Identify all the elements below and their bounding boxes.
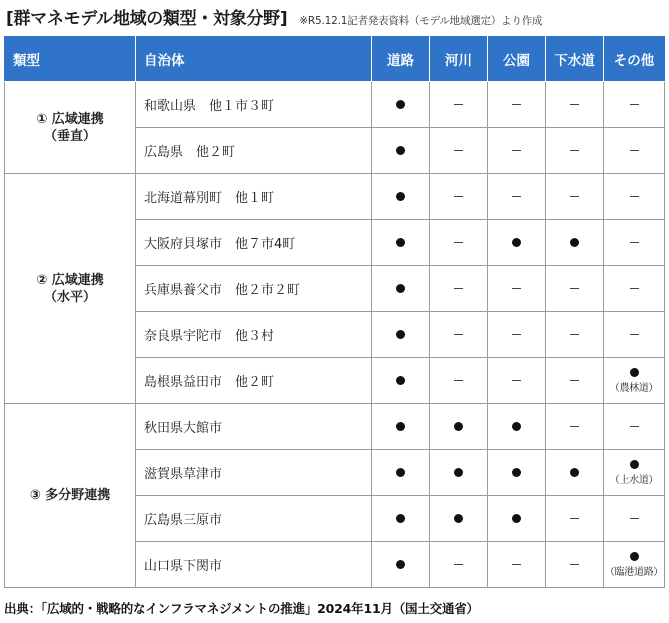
mark-stack (430, 150, 487, 151)
municipality-cell: 滋賀県草津市 (136, 450, 372, 496)
mark-stack (430, 196, 487, 197)
mark-stack (488, 196, 545, 197)
mark-cell-park (488, 496, 546, 542)
filled-circle-icon (454, 422, 463, 431)
municipality-cell: 兵庫県養父市 他２市２町 (136, 266, 372, 312)
mark-stack (604, 552, 664, 578)
dash-icon (454, 242, 463, 243)
mark-stack (546, 150, 603, 151)
mark-stack (430, 422, 487, 431)
dash-icon (630, 242, 639, 243)
mark-cell-sewerage (546, 128, 604, 174)
other-note: （農林道） (609, 382, 659, 394)
mark-stack (604, 518, 664, 519)
mark-cell-park (488, 266, 546, 312)
dash-icon (630, 150, 639, 151)
column-header-road: 道路 (372, 37, 430, 82)
mark-stack (488, 564, 545, 565)
dash-icon (512, 334, 521, 335)
type-label: ③ 多分野連携 (29, 488, 111, 503)
dash-icon (570, 564, 579, 565)
mark-stack (372, 238, 429, 247)
table-row (5, 174, 665, 220)
mark-stack (488, 514, 545, 523)
dash-icon (630, 288, 639, 289)
mark-cell-sewerage (546, 220, 604, 266)
mark-cell-other (604, 128, 665, 174)
type-label: ② 広域連携 (36, 272, 104, 288)
filled-circle-icon (396, 100, 405, 109)
mark-cell-park (488, 542, 546, 588)
municipality-cell: 秋田県大館市 (136, 404, 372, 450)
municipality-cell: 島根県益田市 他２町 (136, 358, 372, 404)
dash-icon (570, 426, 579, 427)
mark-stack (546, 238, 603, 247)
dash-icon (570, 380, 579, 381)
mark-cell-park (488, 174, 546, 220)
mark-cell-other (604, 358, 665, 404)
filled-circle-icon (396, 514, 405, 523)
mark-stack (488, 150, 545, 151)
mark-stack (430, 242, 487, 243)
mark-stack (430, 564, 487, 565)
mark-cell-sewerage (546, 82, 604, 128)
mark-stack (372, 330, 429, 339)
column-header-park: 公園 (488, 37, 546, 82)
mark-cell-other (604, 312, 665, 358)
mark-stack (604, 426, 664, 427)
dash-icon (512, 564, 521, 565)
mark-cell-river (430, 542, 488, 588)
dash-icon (454, 150, 463, 151)
mark-cell-park (488, 312, 546, 358)
mark-cell-road (372, 128, 430, 174)
dash-icon (512, 380, 521, 381)
type-sublabel: （水平） (43, 289, 96, 305)
mark-stack (372, 514, 429, 523)
filled-circle-icon (396, 330, 405, 339)
municipality-cell: 大阪府貝塚市 他７市4町 (136, 220, 372, 266)
mark-cell-road (372, 266, 430, 312)
mark-cell-sewerage (546, 496, 604, 542)
mark-cell-road (372, 404, 430, 450)
dash-icon (454, 104, 463, 105)
mark-stack (372, 284, 429, 293)
mark-cell-road (372, 220, 430, 266)
dash-icon (454, 334, 463, 335)
mark-stack (604, 334, 664, 335)
filled-circle-icon (396, 284, 405, 293)
mark-stack (604, 288, 664, 289)
type-sublabel: （垂直） (43, 128, 96, 144)
mark-cell-other (604, 542, 665, 588)
table-body (5, 82, 665, 588)
filled-circle-icon (396, 422, 405, 431)
mark-stack (604, 368, 664, 394)
type-cell (5, 174, 136, 404)
mark-cell-park (488, 220, 546, 266)
mark-stack (372, 376, 429, 385)
dash-icon (570, 334, 579, 335)
mark-stack (430, 380, 487, 381)
mark-cell-other (604, 174, 665, 220)
filled-circle-icon (630, 368, 639, 377)
filled-circle-icon (396, 376, 405, 385)
column-header-other: その他 (604, 37, 665, 82)
mark-cell-sewerage (546, 358, 604, 404)
mark-stack (546, 288, 603, 289)
mark-stack (488, 238, 545, 247)
mark-stack (430, 288, 487, 289)
mark-stack (430, 468, 487, 477)
mark-cell-river (430, 266, 488, 312)
municipality-cell: 広島県 他２町 (136, 128, 372, 174)
mark-cell-sewerage (546, 542, 604, 588)
mark-cell-river (430, 128, 488, 174)
table-header (5, 37, 665, 82)
dash-icon (630, 104, 639, 105)
mark-stack (430, 514, 487, 523)
mark-cell-park (488, 450, 546, 496)
filled-circle-icon (396, 238, 405, 247)
mark-stack (488, 380, 545, 381)
mark-stack (546, 468, 603, 477)
mark-cell-other (604, 496, 665, 542)
municipality-cell: 奈良県宇陀市 他３村 (136, 312, 372, 358)
mark-cell-sewerage (546, 312, 604, 358)
mark-cell-road (372, 312, 430, 358)
mark-stack (546, 104, 603, 105)
mark-stack (372, 468, 429, 477)
mark-cell-road (372, 450, 430, 496)
mark-cell-road (372, 496, 430, 542)
dash-icon (570, 518, 579, 519)
type-label: ① 広域連携 (36, 111, 104, 127)
filled-circle-icon (512, 468, 521, 477)
municipality-cell: 和歌山県 他１市３町 (136, 82, 372, 128)
mark-stack (604, 196, 664, 197)
mark-cell-sewerage (546, 174, 604, 220)
mark-stack (488, 468, 545, 477)
mark-cell-park (488, 404, 546, 450)
table-row (5, 404, 665, 450)
table-row (5, 82, 665, 128)
dash-icon (512, 196, 521, 197)
mark-stack (372, 192, 429, 201)
column-header-sewerage: 下水道 (546, 37, 604, 82)
mark-cell-river (430, 174, 488, 220)
filled-circle-icon (512, 514, 521, 523)
column-header-municipality: 自治体 (136, 37, 372, 82)
mark-stack (546, 196, 603, 197)
filled-circle-icon (570, 238, 579, 247)
mark-cell-river (430, 358, 488, 404)
filled-circle-icon (396, 146, 405, 155)
other-note: （臨港道路） (604, 566, 664, 578)
filled-circle-icon (396, 468, 405, 477)
dash-icon (570, 150, 579, 151)
mark-stack (546, 334, 603, 335)
filled-circle-icon (454, 514, 463, 523)
mark-cell-other (604, 450, 665, 496)
mark-cell-other (604, 266, 665, 312)
mark-cell-sewerage (546, 404, 604, 450)
source-citation: 出典：「広域的・戦略的なインフラマネジメントの推進」2024年11月（国土交通省） (4, 601, 479, 616)
municipality-cell: 山口県下関市 (136, 542, 372, 588)
page-header (6, 4, 542, 32)
other-note: （上水道） (609, 474, 659, 486)
mark-stack (488, 104, 545, 105)
dash-icon (630, 196, 639, 197)
mark-stack (604, 150, 664, 151)
dash-icon (454, 564, 463, 565)
mark-cell-park (488, 82, 546, 128)
mark-stack (488, 334, 545, 335)
dash-icon (454, 380, 463, 381)
header-row (5, 37, 665, 82)
dash-icon (570, 288, 579, 289)
dash-icon (630, 426, 639, 427)
mark-cell-other (604, 82, 665, 128)
mark-stack (546, 564, 603, 565)
mark-stack (546, 518, 603, 519)
filled-circle-icon (454, 468, 463, 477)
mark-stack (372, 100, 429, 109)
mark-cell-road (372, 174, 430, 220)
mark-cell-road (372, 358, 430, 404)
mark-stack (488, 288, 545, 289)
mark-cell-road (372, 542, 430, 588)
mark-cell-other (604, 220, 665, 266)
dash-icon (570, 104, 579, 105)
column-header-type: 類型 (5, 37, 136, 82)
municipality-cell: 広島県三原市 (136, 496, 372, 542)
filled-circle-icon (396, 560, 405, 569)
mark-stack (430, 104, 487, 105)
mark-stack (546, 380, 603, 381)
filled-circle-icon (570, 468, 579, 477)
type-cell (5, 404, 136, 588)
dash-icon (630, 518, 639, 519)
mark-cell-river (430, 450, 488, 496)
model-region-table (4, 36, 665, 588)
mark-stack (372, 422, 429, 431)
mark-stack (488, 422, 545, 431)
mark-stack (372, 146, 429, 155)
source-note: ※R5.12.1記者発表資料（モデル地域選定）より作成 (299, 15, 543, 27)
mark-cell-river (430, 220, 488, 266)
type-cell (5, 82, 136, 174)
dash-icon (512, 150, 521, 151)
filled-circle-icon (630, 552, 639, 561)
mark-cell-park (488, 358, 546, 404)
mark-stack (372, 560, 429, 569)
mark-cell-sewerage (546, 266, 604, 312)
mark-cell-river (430, 82, 488, 128)
dash-icon (454, 196, 463, 197)
dash-icon (454, 288, 463, 289)
dash-icon (570, 196, 579, 197)
mark-cell-other (604, 404, 665, 450)
column-header-river: 河川 (430, 37, 488, 82)
filled-circle-icon (396, 192, 405, 201)
dash-icon (512, 104, 521, 105)
filled-circle-icon (630, 460, 639, 469)
municipality-cell: 北海道幕別町 他１町 (136, 174, 372, 220)
mark-stack (546, 426, 603, 427)
filled-circle-icon (512, 238, 521, 247)
filled-circle-icon (512, 422, 521, 431)
mark-cell-road (372, 82, 430, 128)
mark-stack (430, 334, 487, 335)
dash-icon (630, 334, 639, 335)
mark-stack (604, 460, 664, 486)
mark-stack (604, 242, 664, 243)
mark-cell-river (430, 496, 488, 542)
mark-cell-sewerage (546, 450, 604, 496)
mark-cell-river (430, 312, 488, 358)
mark-stack (604, 104, 664, 105)
mark-cell-river (430, 404, 488, 450)
page-title: [群マネモデル地域の類型・対象分野] (6, 9, 288, 29)
dash-icon (512, 288, 521, 289)
mark-cell-park (488, 128, 546, 174)
model-region-table-wrapper (4, 36, 664, 588)
